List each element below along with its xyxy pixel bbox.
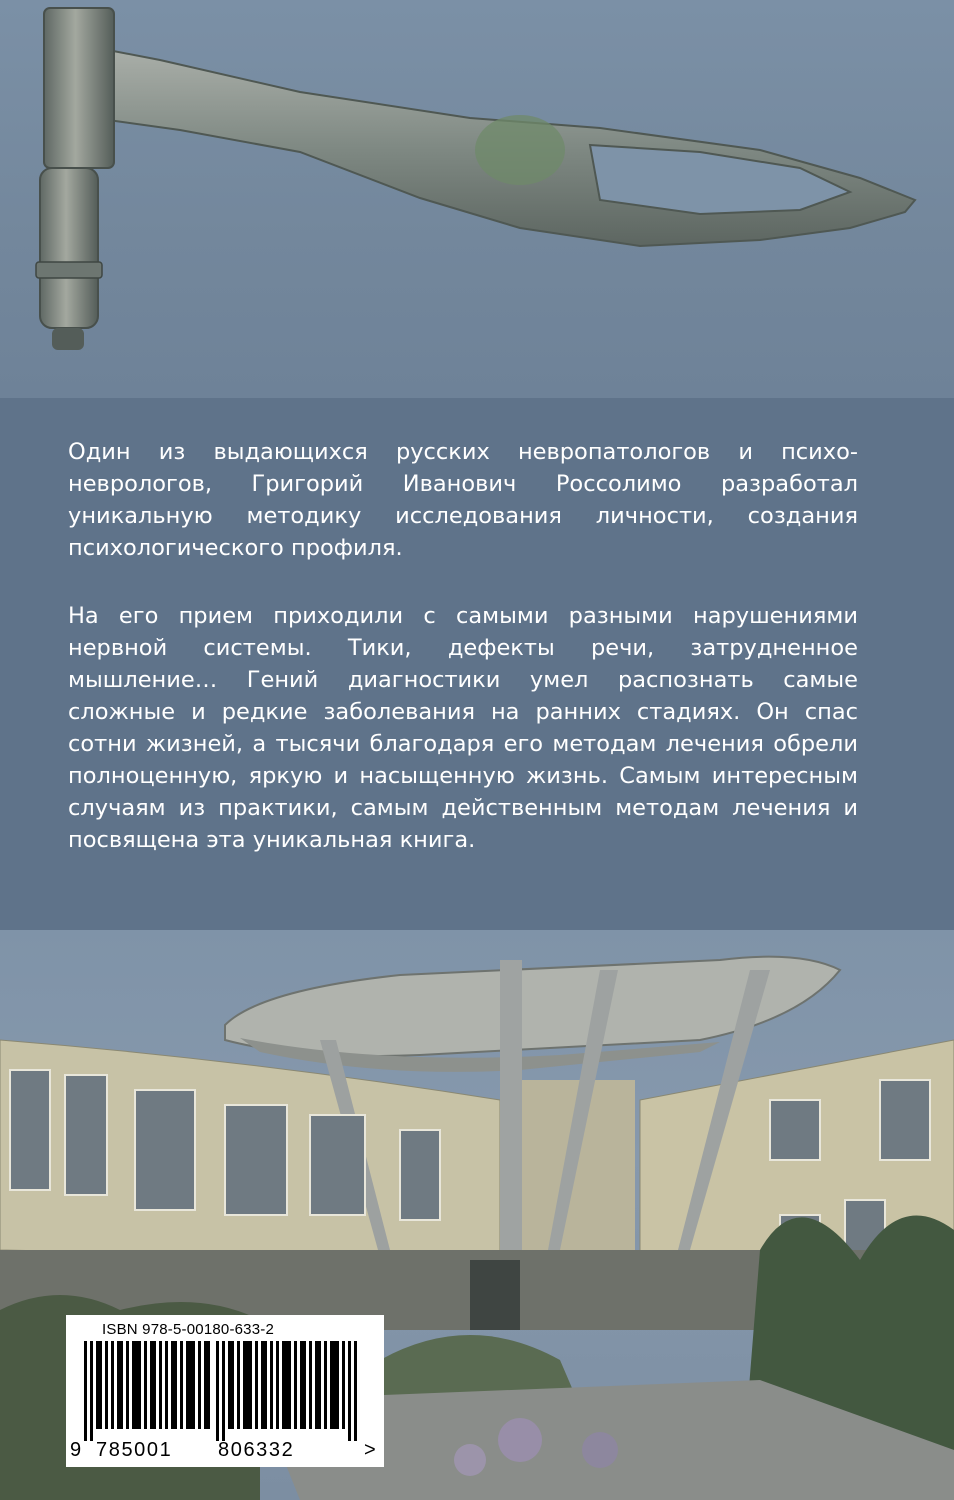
- barcode-bars: [84, 1341, 368, 1441]
- isbn-barcode: [66, 1315, 384, 1467]
- barcode-lead-digit: 9: [70, 1439, 82, 1461]
- reflex-hammer-illustration: [0, 0, 954, 398]
- annotation-paragraph-2: На его прием приходили с самыми разными нарушениями нервной системы. Тики, дефекты речи, затрудненное мышление… Гений диагностики умел распознать самые сложные и редкие заболевания на ранних стадиях. Он спас сотни жизней, а тысячи благодаря его методам лечения обрели полноценную, яркую и насыщенную жизнь. Самым интересным случаям из практики, самым действенным методам лечения и посвящена эта уникальная книга.: [68, 603, 858, 853]
- reflex-hammer-photo: [0, 0, 954, 398]
- annotation-paragraph-1: Один из выдающихся русских невропатологов и психоневрологов, Григорий Иванович Россолимо разработал уникальную методику исследования личности, создания психологического профиля.: [68, 439, 858, 561]
- annotation-panel: [0, 398, 954, 930]
- isbn-label: ISBN 978-5-00180-633-2: [102, 1321, 275, 1338]
- barcode-digits-right: 806332: [218, 1439, 295, 1461]
- barcode-digits-left: 785001: [96, 1439, 173, 1461]
- barcode-quiet-zone-mark: >: [364, 1439, 376, 1461]
